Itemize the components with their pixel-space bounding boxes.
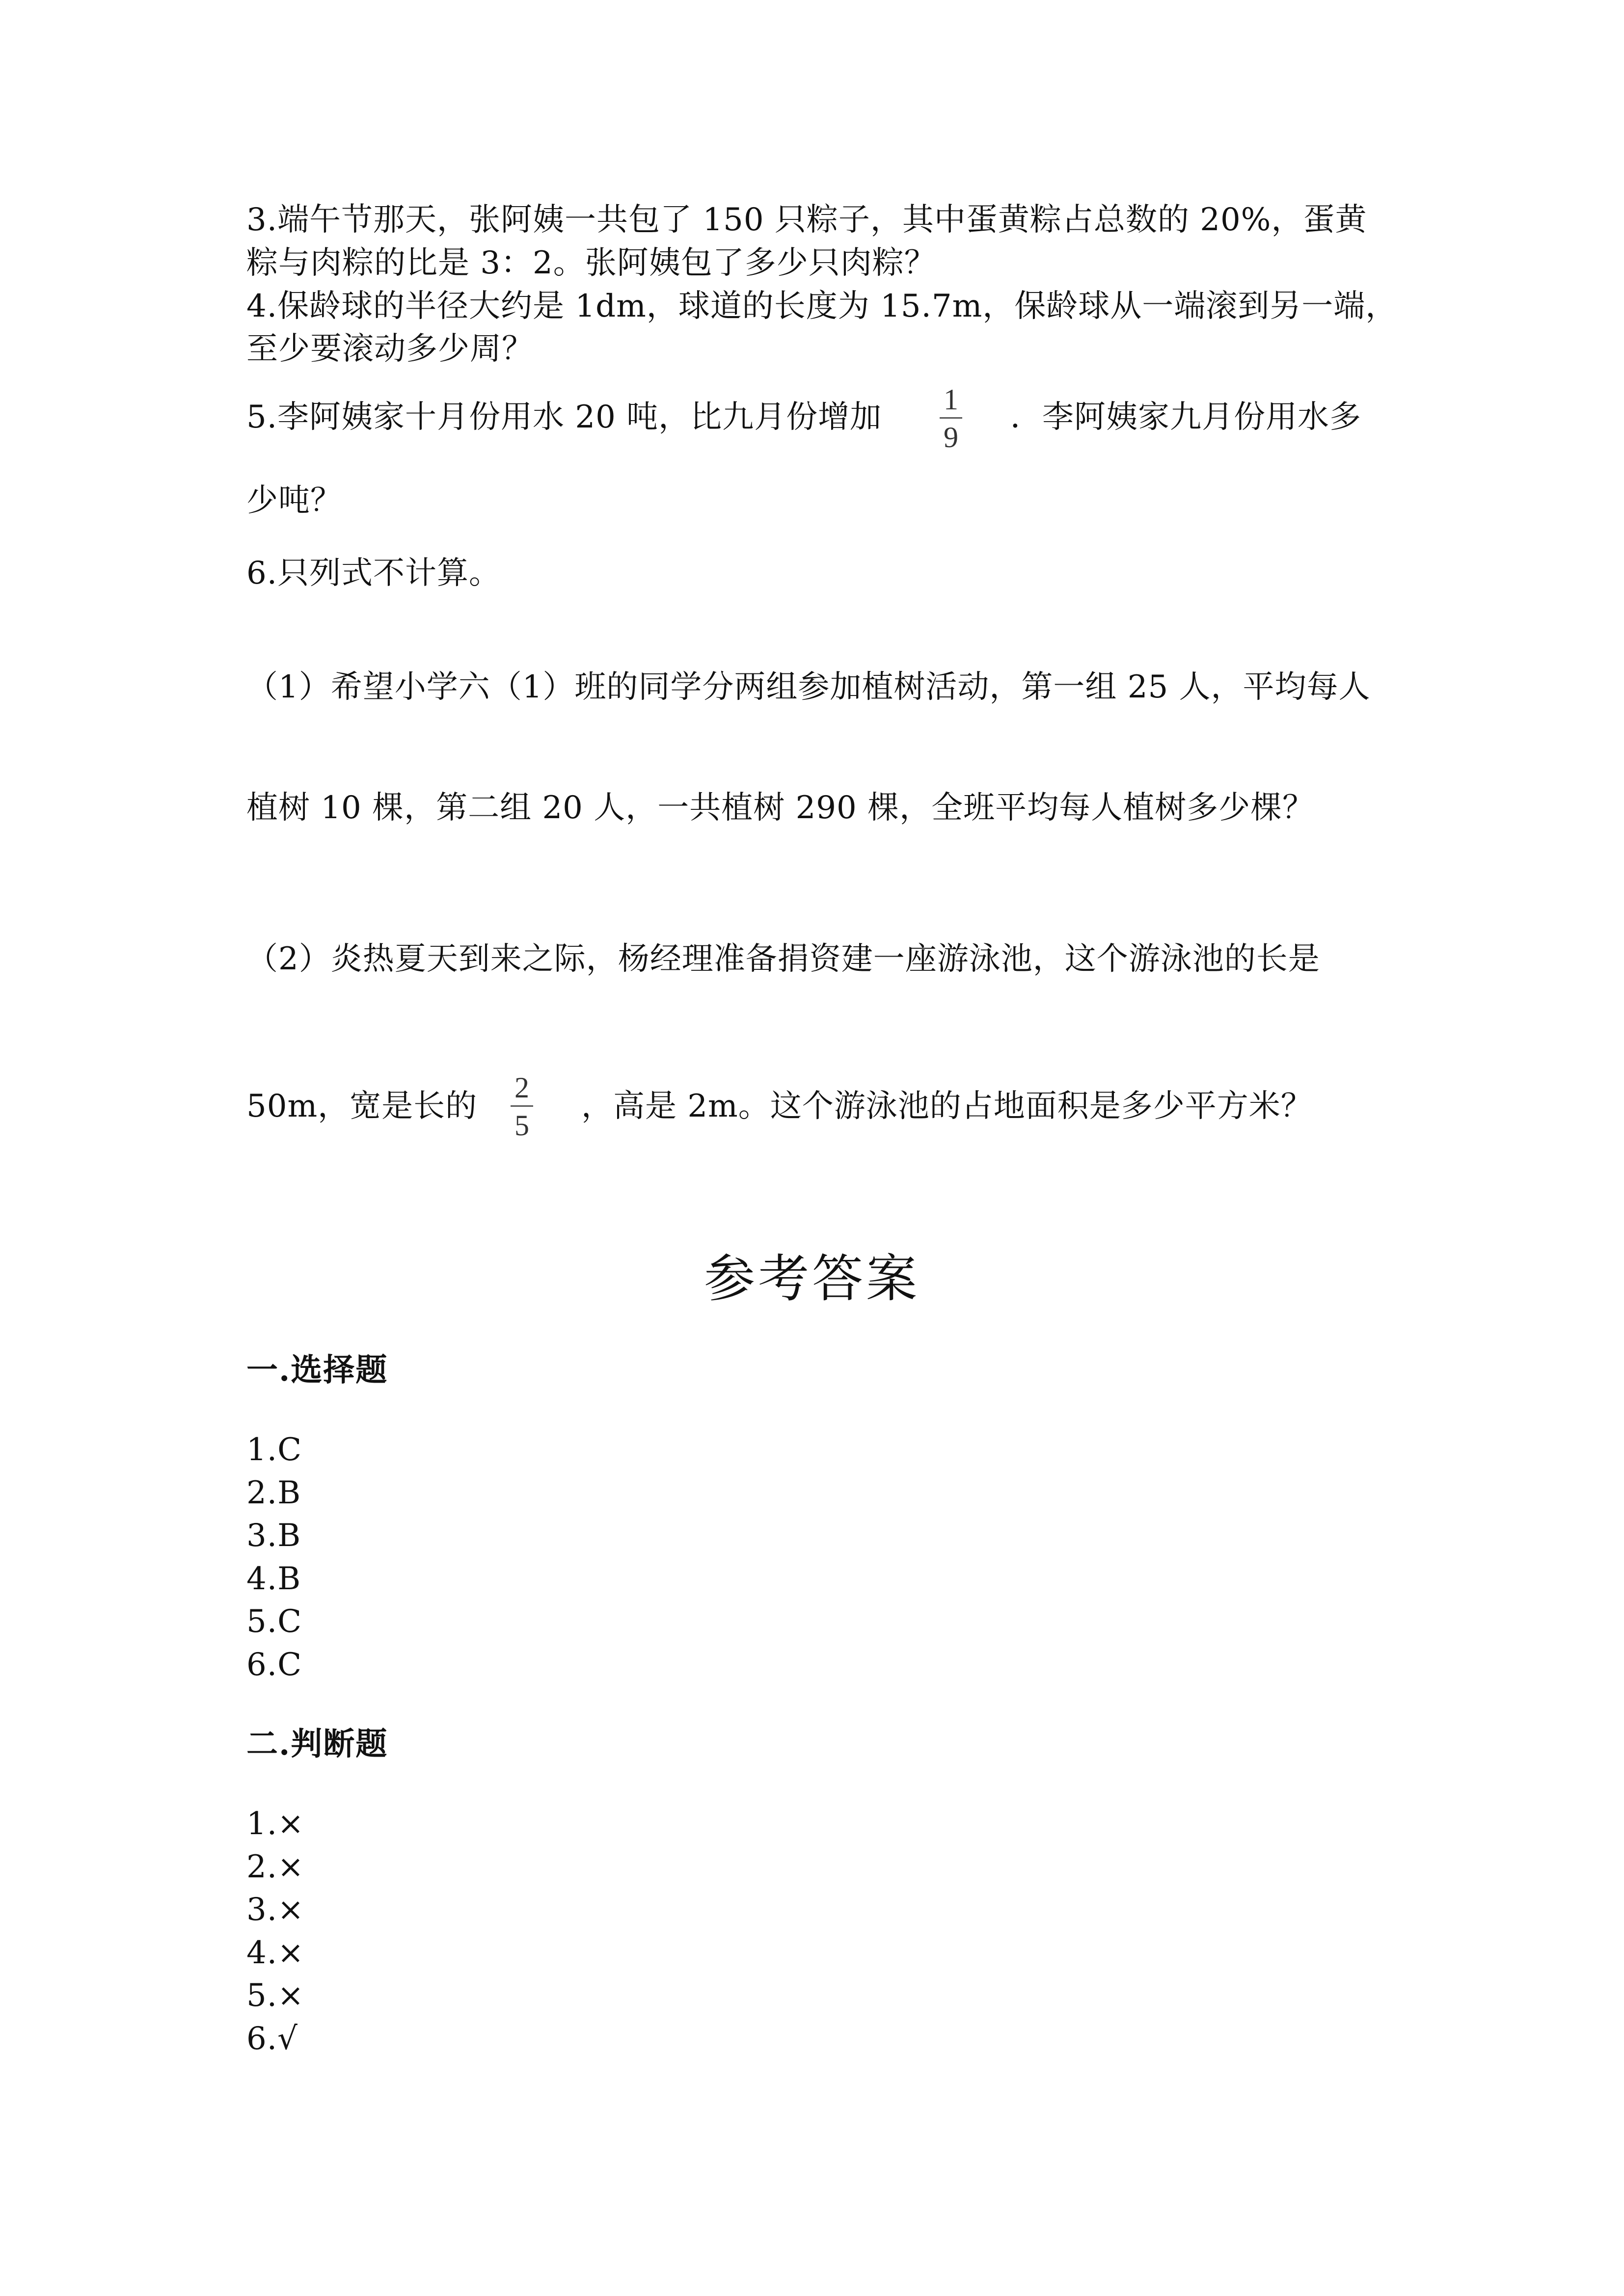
fraction-numerator: 1	[944, 383, 958, 416]
answer-item: 6.C	[246, 1647, 302, 1683]
answer-item: 1.×	[246, 1806, 304, 1842]
question-6-1-line-2: 植树 10 棵，第二组 20 人，一共植树 290 棵，全班平均每人植树多少棵？	[246, 790, 1315, 826]
question-5-line-2: 少吨？	[246, 482, 342, 519]
answer-item: 5.C	[246, 1603, 302, 1640]
fraction-numerator: 2	[514, 1071, 529, 1104]
fraction-one-ninth	[940, 384, 962, 453]
section-1-heading: 一.选择题	[246, 1352, 388, 1388]
section-2-heading: 二.判断题	[246, 1726, 388, 1762]
question-4-line-1: 4.保龄球的半径大约是 1dm，球道的长度为 15.7m，保龄球从一端滚到另一端，	[246, 288, 1398, 324]
question-5-part-2: ．李阿姨家九月份用水多	[1010, 399, 1361, 435]
fraction-denominator: 9	[944, 421, 958, 454]
question-5-part-1: 5.李阿姨家十月份用水 20 吨，比九月份增加	[246, 399, 882, 435]
question-4-line-2: 至少要滚动多少周？	[246, 331, 534, 367]
question-6-intro: 6.只列式不计算。	[246, 555, 501, 591]
fraction-denominator: 5	[514, 1109, 529, 1142]
question-3-line-1: 3.端午节那天，张阿姨一共包了 150 只粽子，其中蛋黄粽占总数的 20%，蛋黄	[246, 202, 1367, 238]
fraction-bar	[511, 1105, 533, 1107]
question-3-line-2: 粽与肉粽的比是 3：2。张阿姨包了多少只肉粽？	[246, 245, 936, 281]
answer-item: 3.B	[246, 1518, 301, 1554]
answer-item: 4.×	[246, 1935, 304, 1971]
answer-item: 1.C	[246, 1432, 302, 1468]
question-6-2-part-2: ，高是 2m。这个游泳池的占地面积是多少平方米？	[581, 1088, 1313, 1124]
fraction-two-fifths	[511, 1072, 533, 1141]
fraction-bar	[940, 417, 962, 419]
answer-item: 2.×	[246, 1849, 304, 1885]
question-6-2-line-1: （2）炎热夏天到来之际，杨经理准备捐资建一座游泳池，这个游泳池的长是	[246, 941, 1320, 977]
answer-item: 2.B	[246, 1475, 301, 1511]
answers-title: 参考答案	[704, 1249, 920, 1308]
answer-item: 3.×	[246, 1892, 304, 1928]
answer-item: 5.×	[246, 1977, 304, 2014]
answer-item: 4.B	[246, 1561, 301, 1597]
answer-item: 6.√	[246, 2021, 298, 2057]
question-6-2-part-1: 50m，宽是长的	[246, 1088, 478, 1124]
question-6-1-line-1: （1）希望小学六（1）班的同学分两组参加植树活动，第一组 25 人，平均每人	[246, 669, 1371, 705]
